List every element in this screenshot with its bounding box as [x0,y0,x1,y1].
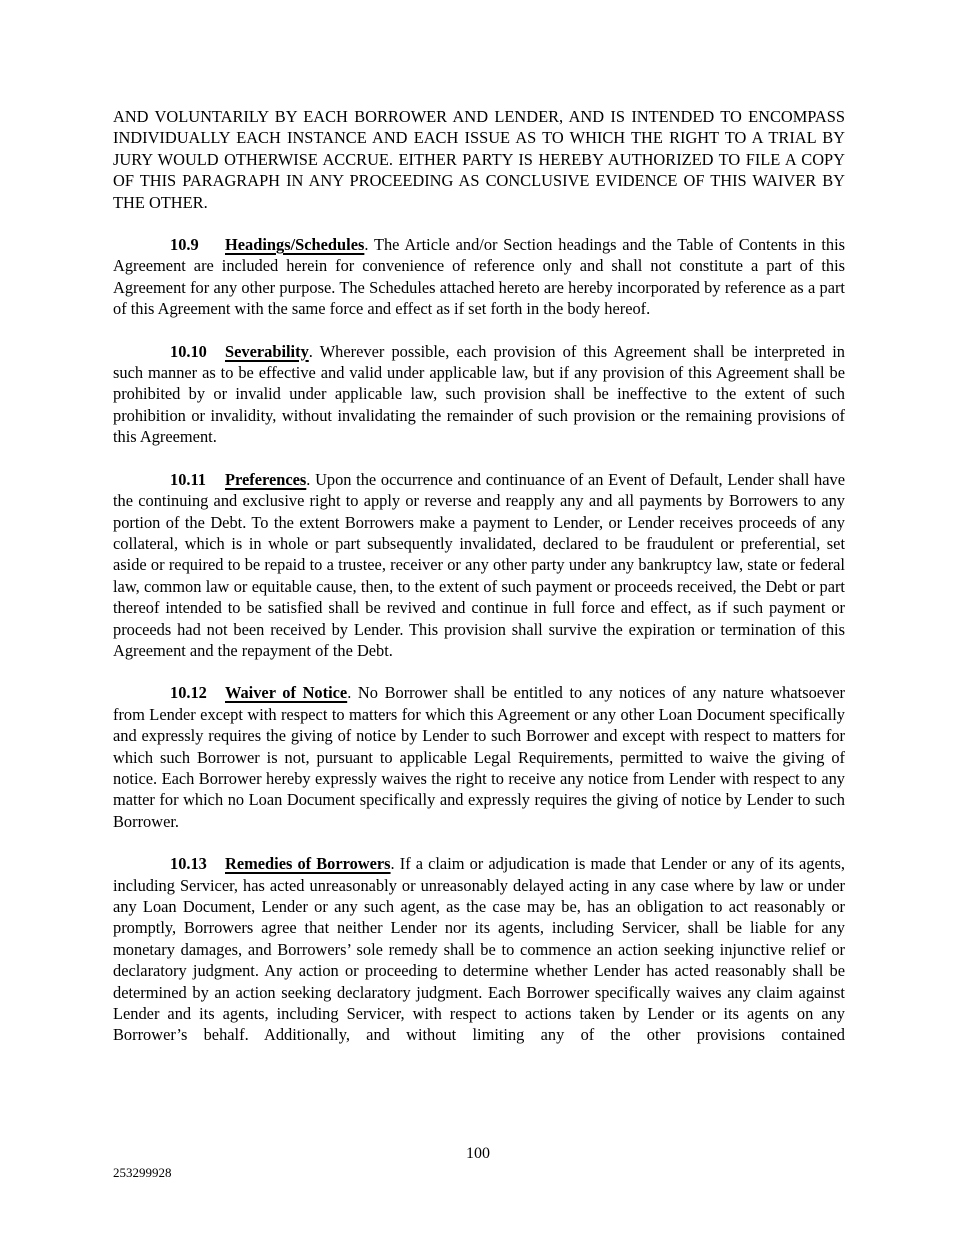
section-body-text: . The Article and/or Section headings and the Table of Contents in this Agreement are included herein for convenience of reference only and shall not constitute a part of this Agreement for any other purpose. The Schedules attached hereto are hereby incorporated by reference as a part of this Agreement with the same force and effect as if set forth in the body hereof. [113,235,845,319]
paragraph-section-10-12 [113,682,845,832]
section-body-text: . Upon the occurrence and continuance of an Event of Default, Lender shall have the continuing and exclusive right to apply or reverse and reapply any and all payments by Borrowers to any portion of the Debt. To the extent Borrowers make a payment to Lender, or Lender receives proceeds of any collateral, which is in whole or part subsequently invalidated, declared to be fraudulent or preferential, set aside or required to be repaid to a trustee, receiver or any other party under any bankruptcy law, state or federal law, common law or equitable cause, then, to the extent of such payment or proceeds received, the Debt or part thereof intended to be satisfied shall be revived and continue in full force and effect, as if such payment or proceeds had not been received by Lender. This provision shall survive the expiration or termination of this Agreement and the repayment of the Debt. [113,469,845,660]
section-heading: Severability [225,341,309,361]
section-number: 10.9 [170,235,199,255]
section-heading: Remedies of Borrowers [225,854,391,874]
paragraph-section-10-13 [113,853,845,1046]
document-id: 253299928 [113,1165,172,1180]
section-number: 10.13 [170,854,207,874]
section-heading: Headings/Schedules [225,235,365,255]
paragraph-section-10-10 [113,341,845,448]
paragraph-jury-waiver-continuation: AND VOLUNTARILY BY EACH BORROWER AND LENDER, AND IS INTENDED TO ENCOMPASS INDIVIDUALLY EACH INSTANCE AND EACH ISSUE AS TO WHICH THE RIGHT TO A TRIAL BY JURY WOULD OTHERWISE ACCRUE. EITHER PARTY IS HEREBY AUTHORIZED TO FILE A COPY OF THIS PARAGRAPH IN ANY PROCEEDING AS CONCLUSIVE EVIDENCE OF THIS WAIVER BY THE OTHER. [113,107,845,212]
page-number: 100 [466,1145,490,1162]
section-number: 10.12 [170,683,207,703]
section-body-text: . No Borrower shall be entitled to any notices of any nature whatsoever from Lender except with respect to matters for which this Agreement or any other Loan Document specifically and expressly requires the giving of notice by Lender to such Borrower and except with respect to matters for which such Borrower is not, pursuant to applicable Legal Requirements, permitted to waive the giving of notice. Each Borrower hereby expressly waives the right to receive any notice from Lender with respect to any matter for which no Loan Document specifically and expressly requires the giving of notice by Lender to such Borrower. [113,683,845,831]
section-number: 10.10 [170,341,207,361]
section-number: 10.11 [170,469,206,489]
section-heading: Waiver of Notice [225,683,348,703]
section-body-text: . If a claim or adjudication is made that Lender or any of its agents, including Servicer, has acted unreasonably or unreasonably delayed acting in any case where by law or under any Loan Document, Lender or any such agent, as the case may be, has an obligation to act reasonably or promptly, Borrowers agree that neither Lender nor its agents, including Servicer, shall be liable for any monetary damages, and Borrowers’ sole remedy shall be to commence an action seeking injunctive relief or declaratory judgment. Any action or proceeding to determine whether Lender has acted reasonably shall be determined by an action seeking declaratory judgment. Each Borrower specifically waives any claim against Lender and its agents, including Servicer, with respect to actions taken by Lender or its agents on any Borrower’s behalf. Additionally, and without limiting any of the other provisions contained [113,854,845,1045]
paragraph-section-10-9 [113,234,845,320]
paragraph-section-10-11 [113,469,845,662]
section-body-text: . Wherever possible, each provision of this Agreement shall be interpreted in such manner as to be effective and valid under applicable law, but if any provision of this Agreement shall be prohibited by or invalid under applicable law, such provision shall be ineffective to the extent of such prohibition or invalidity, without invalidating the remainder of such provision or the remaining provisions of this Agreement. [113,341,845,447]
page-text-column [113,0,845,1067]
section-heading: Preferences [225,469,307,489]
